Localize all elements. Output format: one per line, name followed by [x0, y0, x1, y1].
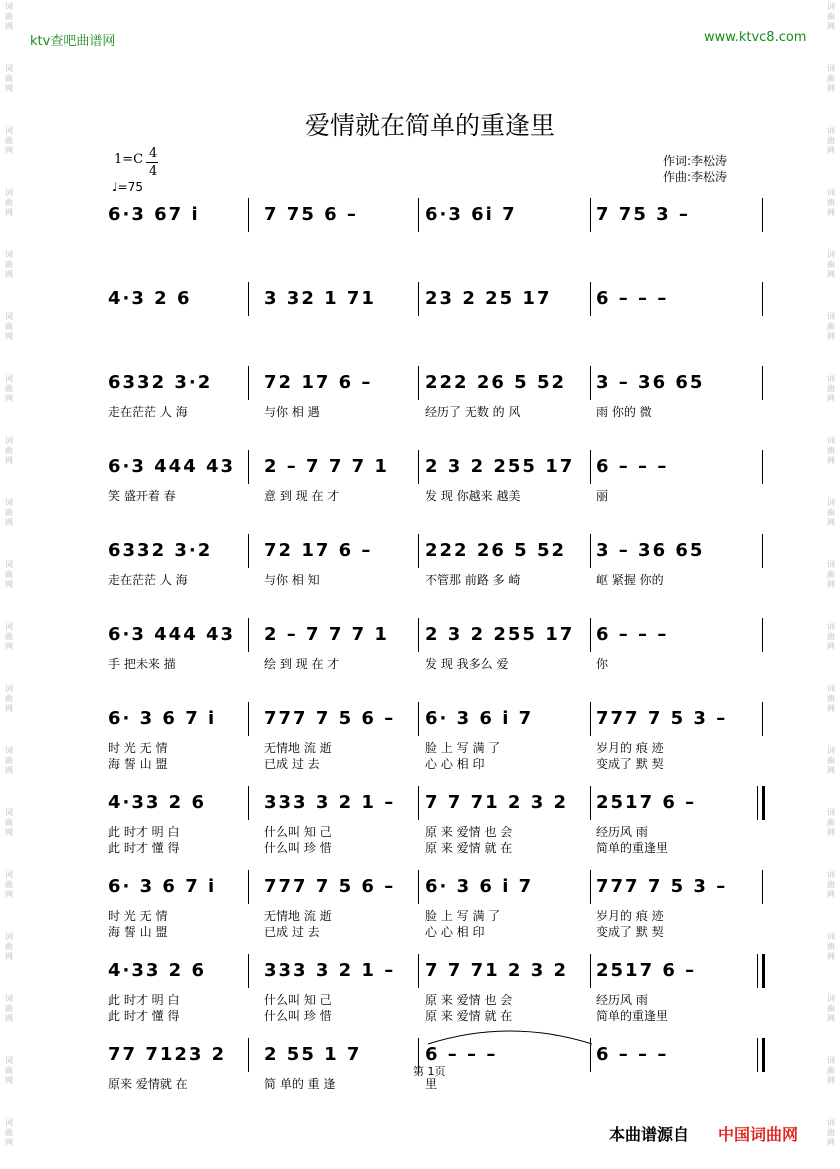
bar-line	[248, 450, 249, 484]
bar-line	[590, 534, 591, 568]
measure-notes: 2 – 7 7 7 1	[264, 624, 389, 645]
bar-line	[418, 702, 419, 736]
lyric-segment: 经历了 无数 的 风	[425, 405, 521, 419]
time-signature-bottom: 4	[149, 164, 158, 179]
bar-line	[762, 954, 765, 988]
lyric-segment: 此 时才 懂 得	[108, 1009, 180, 1023]
bar-line	[418, 534, 419, 568]
bar-line	[248, 198, 249, 232]
watermark-text: 词 曲 网	[5, 808, 13, 837]
footer-source-text: 本曲谱源自	[609, 1125, 690, 1144]
lyric-segment: 绘 到 现 在 才	[264, 657, 340, 671]
measure-notes: 2517 6 –	[596, 792, 697, 813]
watermark-text: 词 曲 网	[827, 126, 835, 155]
measure-notes: 333 3 2 1 –	[264, 960, 396, 981]
bar-line	[418, 366, 419, 400]
bar-line	[248, 786, 249, 820]
bar-line	[762, 450, 763, 484]
watermark-text: 词 曲 网	[5, 312, 13, 341]
footer-site-link[interactable]: 中国词曲网	[718, 1125, 799, 1144]
lyric-segment: 发 现 你越来 越美	[425, 489, 521, 503]
lyric-segment: 经历风 雨	[596, 993, 648, 1007]
lyric-segment: 发 现 我多么 爱	[425, 657, 509, 671]
measure-notes: 4·33 2 6	[108, 792, 206, 813]
watermark-text: 词 曲 网	[827, 2, 835, 31]
bar-line	[248, 702, 249, 736]
measure-notes: 6· 3 6 i 7	[425, 708, 534, 729]
watermark-text: 词 曲 网	[5, 1118, 13, 1147]
lyric-segment: 此 时才 明 白	[108, 825, 180, 839]
measure-notes: 6· 3 6 i 7	[425, 876, 534, 897]
composer-credit: 作曲:李松涛	[663, 170, 728, 184]
watermark-text: 词 曲 网	[827, 188, 835, 217]
lyric-segment: 经历风 雨	[596, 825, 648, 839]
watermark-text: 词 曲 网	[827, 560, 835, 589]
watermark-text: 词 曲 网	[5, 188, 13, 217]
bar-line	[418, 282, 419, 316]
bar-line	[248, 534, 249, 568]
measure-notes: 333 3 2 1 –	[264, 792, 396, 813]
bar-line	[762, 366, 763, 400]
watermark-text: 词 曲 网	[5, 2, 13, 31]
lyric-segment: 什么叫 知 己	[264, 993, 332, 1007]
lyric-segment: 变成了 默 契	[596, 757, 664, 771]
watermark-text: 词 曲 网	[827, 870, 835, 899]
watermark-text: 词 曲 网	[5, 126, 13, 155]
bar-line	[762, 198, 763, 232]
measure-notes: 72 17 6 –	[264, 540, 373, 561]
watermark-text: 词 曲 网	[5, 374, 13, 403]
bar-line	[590, 786, 591, 820]
watermark-text: 词 曲 网	[827, 374, 835, 403]
bar-line	[418, 450, 419, 484]
watermark-text: 词 曲 网	[5, 560, 13, 589]
bar-line	[590, 618, 591, 652]
measure-notes: 222 26 5 52	[425, 540, 566, 561]
lyric-segment: 简单的重逢里	[596, 1009, 669, 1023]
lyric-segment: 走在茫茫 人 海	[108, 573, 188, 587]
watermark-text: 词 曲 网	[827, 1118, 835, 1147]
song-title: 爱情就在简单的重逢里	[304, 111, 555, 140]
watermark-text: 词 曲 网	[827, 746, 835, 775]
tie-arc	[420, 1024, 600, 1048]
lyric-segment: 已成 过 去	[264, 757, 320, 771]
watermark-text: 词 曲 网	[827, 932, 835, 961]
left-watermark	[2, 0, 16, 1169]
lyric-segment: 原 来 爱情 也 会	[425, 825, 513, 839]
measure-notes: 2 3 2 255 17	[425, 456, 575, 477]
bar-line	[762, 702, 763, 736]
bar-line	[757, 786, 758, 820]
bar-line	[762, 1038, 765, 1072]
bar-line	[418, 786, 419, 820]
measure-notes: 777 7 5 6 –	[264, 876, 396, 897]
key-signature: 1=C	[114, 152, 144, 167]
bar-line	[248, 1038, 249, 1072]
right-watermark	[824, 0, 838, 1169]
measure-notes: 7 7 71 2 3 2	[425, 960, 569, 981]
quarter-note-icon: ♩	[112, 180, 118, 194]
site-url-right[interactable]: www.ktvc8.com	[704, 30, 807, 45]
lyricist-credit: 作词:李松涛	[663, 154, 728, 168]
measure-notes: 777 7 5 3 –	[596, 708, 728, 729]
bar-line	[590, 870, 591, 904]
bar-line	[757, 954, 758, 988]
measure-notes: 777 7 5 3 –	[596, 876, 728, 897]
lyric-segment: 简单的重逢里	[596, 841, 669, 855]
measure-notes: 6 – – –	[596, 456, 669, 477]
lyric-segment: 雨 你的 微	[596, 405, 652, 419]
lyric-segment: 什么叫 知 己	[264, 825, 332, 839]
bar-line	[757, 1038, 758, 1072]
bar-line	[248, 870, 249, 904]
bar-line	[762, 786, 765, 820]
watermark-text: 词 曲 网	[5, 870, 13, 899]
watermark-text: 词 曲 网	[827, 1056, 835, 1085]
lyric-segment: 原 来 爱情 也 会	[425, 993, 513, 1007]
watermark-text: 词 曲 网	[5, 64, 13, 93]
measure-notes: 3 – 36 65	[596, 372, 705, 393]
page-number: 第 1页	[413, 1065, 446, 1078]
measure-notes: 6 – – –	[596, 624, 669, 645]
lyric-segment: 脸 上 写 满 了	[425, 741, 501, 755]
bar-line	[418, 618, 419, 652]
measure-notes: 6 – – –	[425, 1044, 498, 1065]
lyric-segment: 手 把未来 描	[108, 657, 176, 671]
measure-notes: 2 3 2 255 17	[425, 624, 575, 645]
bar-line	[590, 450, 591, 484]
lyric-segment: 笑 盛开着 春	[108, 489, 176, 503]
watermark-text: 词 曲 网	[827, 250, 835, 279]
lyric-segment: 岁月的 痕 迹	[596, 909, 664, 923]
watermark-text: 词 曲 网	[5, 932, 13, 961]
measure-notes: 222 26 5 52	[425, 372, 566, 393]
bar-line	[590, 954, 591, 988]
lyric-segment: 什么叫 珍 惜	[264, 841, 332, 855]
measure-notes: 6 – – –	[596, 288, 669, 309]
lyric-segment: 海 誓 山 盟	[108, 925, 168, 939]
watermark-text: 词 曲 网	[5, 1056, 13, 1085]
lyric-segment: 原 来 爱情 就 在	[425, 1009, 513, 1023]
lyric-segment: 已成 过 去	[264, 925, 320, 939]
lyric-segment: 时 光 无 情	[108, 909, 168, 923]
watermark-text: 词 曲 网	[827, 64, 835, 93]
bar-line	[762, 618, 763, 652]
lyric-segment: 原来 爱情就 在	[108, 1077, 188, 1091]
bar-line	[418, 954, 419, 988]
lyric-segment: 你	[596, 657, 609, 671]
bar-line	[762, 870, 763, 904]
measure-notes: 2 55 1 7	[264, 1044, 362, 1065]
lyric-segment: 此 时才 懂 得	[108, 841, 180, 855]
measure-notes: 4·3 2 6	[108, 288, 192, 309]
measure-notes: 6332 3·2	[108, 540, 213, 561]
watermark-text: 词 曲 网	[5, 746, 13, 775]
watermark-text: 词 曲 网	[827, 994, 835, 1023]
lyric-segment: 无情地 流 逝	[264, 741, 332, 755]
lyric-segment: 海 誓 山 盟	[108, 757, 168, 771]
measure-notes: 2517 6 –	[596, 960, 697, 981]
watermark-text: 词 曲 网	[5, 622, 13, 651]
measure-notes: 72 17 6 –	[264, 372, 373, 393]
lyric-segment: 心 心 相 印	[425, 925, 485, 939]
lyric-segment: 不管那 前路 多 崎	[425, 573, 521, 587]
watermark-text: 词 曲 网	[5, 684, 13, 713]
time-signature-line	[146, 162, 158, 163]
measure-notes: 6·3 67 i	[108, 204, 200, 225]
bar-line	[248, 618, 249, 652]
bar-line	[590, 282, 591, 316]
measure-notes: 6· 3 6 7 i	[108, 876, 217, 897]
bar-line	[762, 534, 763, 568]
measure-notes: 4·33 2 6	[108, 960, 206, 981]
measure-notes: 777 7 5 6 –	[264, 708, 396, 729]
measure-notes: 6·3 444 43	[108, 456, 236, 477]
watermark-text: 词 曲 网	[827, 436, 835, 465]
measure-notes: 7 7 71 2 3 2	[425, 792, 569, 813]
lyric-segment: 丽	[596, 489, 609, 503]
measure-notes: 6· 3 6 7 i	[108, 708, 217, 729]
measure-notes: 6·3 6i 7	[425, 204, 517, 225]
measure-notes: 6 – – –	[596, 1044, 669, 1065]
bar-line	[590, 198, 591, 232]
lyric-segment: 与你 相 遇	[264, 405, 320, 419]
measure-notes: 7 75 3 –	[596, 204, 690, 225]
lyric-segment: 原 来 爱情 就 在	[425, 841, 513, 855]
lyric-segment: 里	[425, 1077, 438, 1091]
lyric-segment: 变成了 默 契	[596, 925, 664, 939]
time-signature-top: 4	[149, 146, 158, 161]
bar-line	[762, 282, 763, 316]
measure-notes: 3 – 36 65	[596, 540, 705, 561]
measure-notes: 7 75 6 –	[264, 204, 358, 225]
watermark-text: 词 曲 网	[5, 994, 13, 1023]
watermark-text: 词 曲 网	[5, 436, 13, 465]
lyric-segment: 意 到 现 在 才	[264, 489, 340, 503]
lyric-segment: 什么叫 珍 惜	[264, 1009, 332, 1023]
measure-notes: 6·3 444 43	[108, 624, 236, 645]
watermark-text: 词 曲 网	[5, 498, 13, 527]
bar-line	[248, 366, 249, 400]
lyric-segment: 心 心 相 印	[425, 757, 485, 771]
measure-notes: 2 – 7 7 7 1	[264, 456, 389, 477]
tempo-mark	[112, 180, 143, 194]
watermark-text: 词 曲 网	[5, 250, 13, 279]
lyric-segment: 岁月的 痕 迹	[596, 741, 664, 755]
watermark-text: 词 曲 网	[827, 684, 835, 713]
measure-notes: 77 7123 2	[108, 1044, 227, 1065]
lyric-segment: 岖 紧握 你的	[596, 573, 664, 587]
bar-line	[248, 954, 249, 988]
measure-notes: 23 2 25 17	[425, 288, 552, 309]
watermark-text: 词 曲 网	[827, 808, 835, 837]
lyric-segment: 无情地 流 逝	[264, 909, 332, 923]
lyric-segment: 走在茫茫 人 海	[108, 405, 188, 419]
lyric-segment: 此 时才 明 白	[108, 993, 180, 1007]
lyric-segment: 与你 相 知	[264, 573, 320, 587]
lyric-segment: 简 单的 重 逢	[264, 1077, 336, 1091]
site-logo-left[interactable]: ktv查吧曲谱网	[30, 34, 116, 49]
bar-line	[590, 366, 591, 400]
bar-line	[418, 198, 419, 232]
bar-line	[248, 282, 249, 316]
lyric-segment: 时 光 无 情	[108, 741, 168, 755]
tempo-value: =75	[117, 180, 143, 194]
measure-notes: 3 32 1 71	[264, 288, 376, 309]
lyric-segment: 脸 上 写 满 了	[425, 909, 501, 923]
measure-notes: 6332 3·2	[108, 372, 213, 393]
watermark-text: 词 曲 网	[827, 498, 835, 527]
bar-line	[590, 702, 591, 736]
bar-line	[418, 870, 419, 904]
watermark-text: 词 曲 网	[827, 312, 835, 341]
watermark-text: 词 曲 网	[827, 622, 835, 651]
